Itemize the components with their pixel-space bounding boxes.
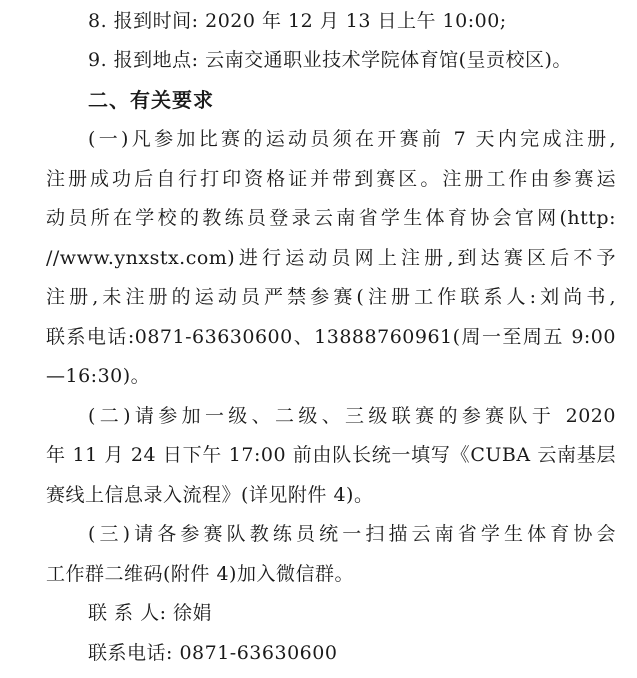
paragraph-2-line-3: 赛线上信息录入流程》(详见附件 4)。 xyxy=(46,484,374,506)
report-time-item: 8. 报到时间: 2020 年 12 月 13 日上午 10:00; xyxy=(88,10,507,32)
paragraph-1-line-3: 动员所在学校的教练员登录云南省学生体育协会官网(http: xyxy=(46,207,616,229)
paragraph-1-line-2: 注册成功后自行打印资格证并带到赛区。注册工作由参赛运 xyxy=(46,168,616,190)
paragraph-2-line-2: 年 11 月 24 日下午 17:00 前由队长统一填写《CUBA 云南基层 xyxy=(46,444,616,466)
paragraph-1-line-5: 注册,未注册的运动员严禁参赛(注册工作联系人:刘尚书, xyxy=(46,286,616,308)
report-location-item: 9. 报到地点: 云南交通职业技术学院体育馆(呈贡校区)。 xyxy=(88,49,572,71)
paragraph-1-line-1: (一)凡参加比赛的运动员须在开赛前 7 天内完成注册, xyxy=(88,128,616,150)
contact-person: 联 系 人: 徐娟 xyxy=(88,602,213,624)
paragraph-3-line-2: 工作群二维码(附件 4)加入微信群。 xyxy=(46,563,354,585)
paragraph-2-line-1: (二)请参加一级、二级、三级联赛的参赛队于 2020 xyxy=(88,405,616,427)
contact-phone: 联系电话: 0871-63630600 xyxy=(88,642,338,664)
paragraph-1-line-6: 联系电话:0871-63630600、13888760961(周一至周五 9:00 xyxy=(46,326,616,348)
paragraph-1-line-4: //www.ynxstx.com)进行运动员网上注册,到达赛区后不予 xyxy=(46,247,616,269)
paragraph-3-line-1: (三)请各参赛队教练员统一扫描云南省学生体育协会 xyxy=(88,523,616,545)
section-heading-requirements: 二、有关要求 xyxy=(88,88,214,112)
paragraph-1-line-7: —16:30)。 xyxy=(46,365,151,387)
